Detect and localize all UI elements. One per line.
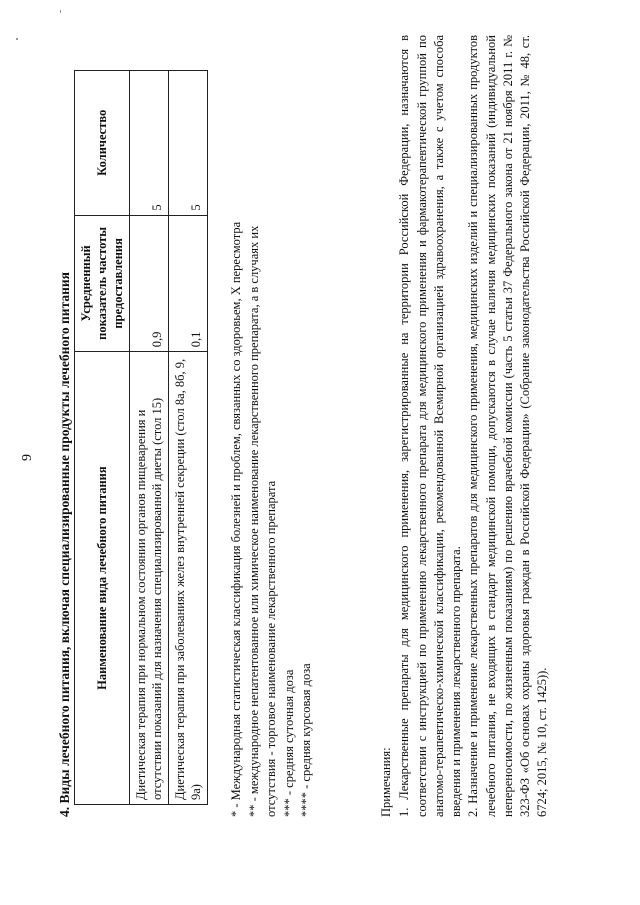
notes-section: [378, 35, 552, 817]
scan-speck: [60, 10, 61, 13]
footnotes: [228, 37, 316, 817]
row-frequency: 0,1: [169, 215, 208, 352]
row-quantity: 5: [169, 71, 208, 216]
row-name: Диетическая терапия при заболеваниях желез внутренней секреции (стол 8а, 8б, 9, 9а): [169, 352, 208, 805]
note-item: 2. Назначение и применение лекарственных препаратов для медицинского применения, медицинских изделий и специализированных продуктов лечебного питания, не входящих в стандарт медицинской помощи, допускаются в случае наличия медицинских показаний (индивидуальной непереносимости, по жизненным показаниям) по решению врачебной комиссии (часть 5 статьи 37 Федерального закона от 21 ноября 2011 г. № 323-ФЗ «Об основах охраны здоровья граждан в Российской Федерации» (Собрание законодательства Российской Федерации, 2011, № 48, ст. 6724; 2015, № 10, ст. 1425)).: [466, 35, 550, 817]
header-frequency: Усредненный показатель частоты предоставления: [75, 215, 130, 352]
footnote: ** - международное непатентованное или химическое наименование лекарственного препарата, а в случаях их: [246, 225, 261, 817]
row-quantity: 5: [130, 71, 169, 216]
header-name: Наименование вида лечебного питания: [75, 352, 130, 805]
table-row: [169, 71, 208, 805]
footnote: отсутствия - торговое наименование лекарственного препарата: [264, 480, 278, 817]
footnote: *** - средняя суточная доза: [281, 669, 296, 817]
page-number: 9: [20, 454, 35, 461]
scan-speck: [16, 38, 18, 40]
header-quantity: Количество: [75, 71, 130, 216]
footnote: **** - средняя курсовая доза: [299, 663, 313, 817]
table-header-row: [75, 71, 130, 805]
section-title: 4. Виды лечебного питания, включая специализированные продукты лечебного питания: [57, 272, 72, 817]
notes-title: Примечания:: [379, 747, 393, 817]
footnote: * - Международная статистическая классификация болезней и проблем, связанных со здоровьем, X пересмотра: [229, 221, 243, 817]
note-item: 1. Лекарственные препараты для медицинского применения, зарегистрированные на территории Российской Федерации, назначаются в соответствии с инструкцией по применению лекарственного препарата для медицинского применения и фармакотерапевтической группой по анатомо-терапевтическо-химической классификации, рекомендованной Всемирной организацией здравоохранения, а также с учетом способа введения и применения лекарственного препарата.: [397, 35, 463, 817]
table-row: [130, 71, 169, 805]
nutrition-table: [74, 70, 208, 805]
row-name: Диетическая терапия при нормальном состоянии органов пищеварения и отсутствии показаний для назначения специализированной диеты (стол 15): [130, 352, 169, 805]
row-frequency: 0,9: [130, 215, 169, 352]
